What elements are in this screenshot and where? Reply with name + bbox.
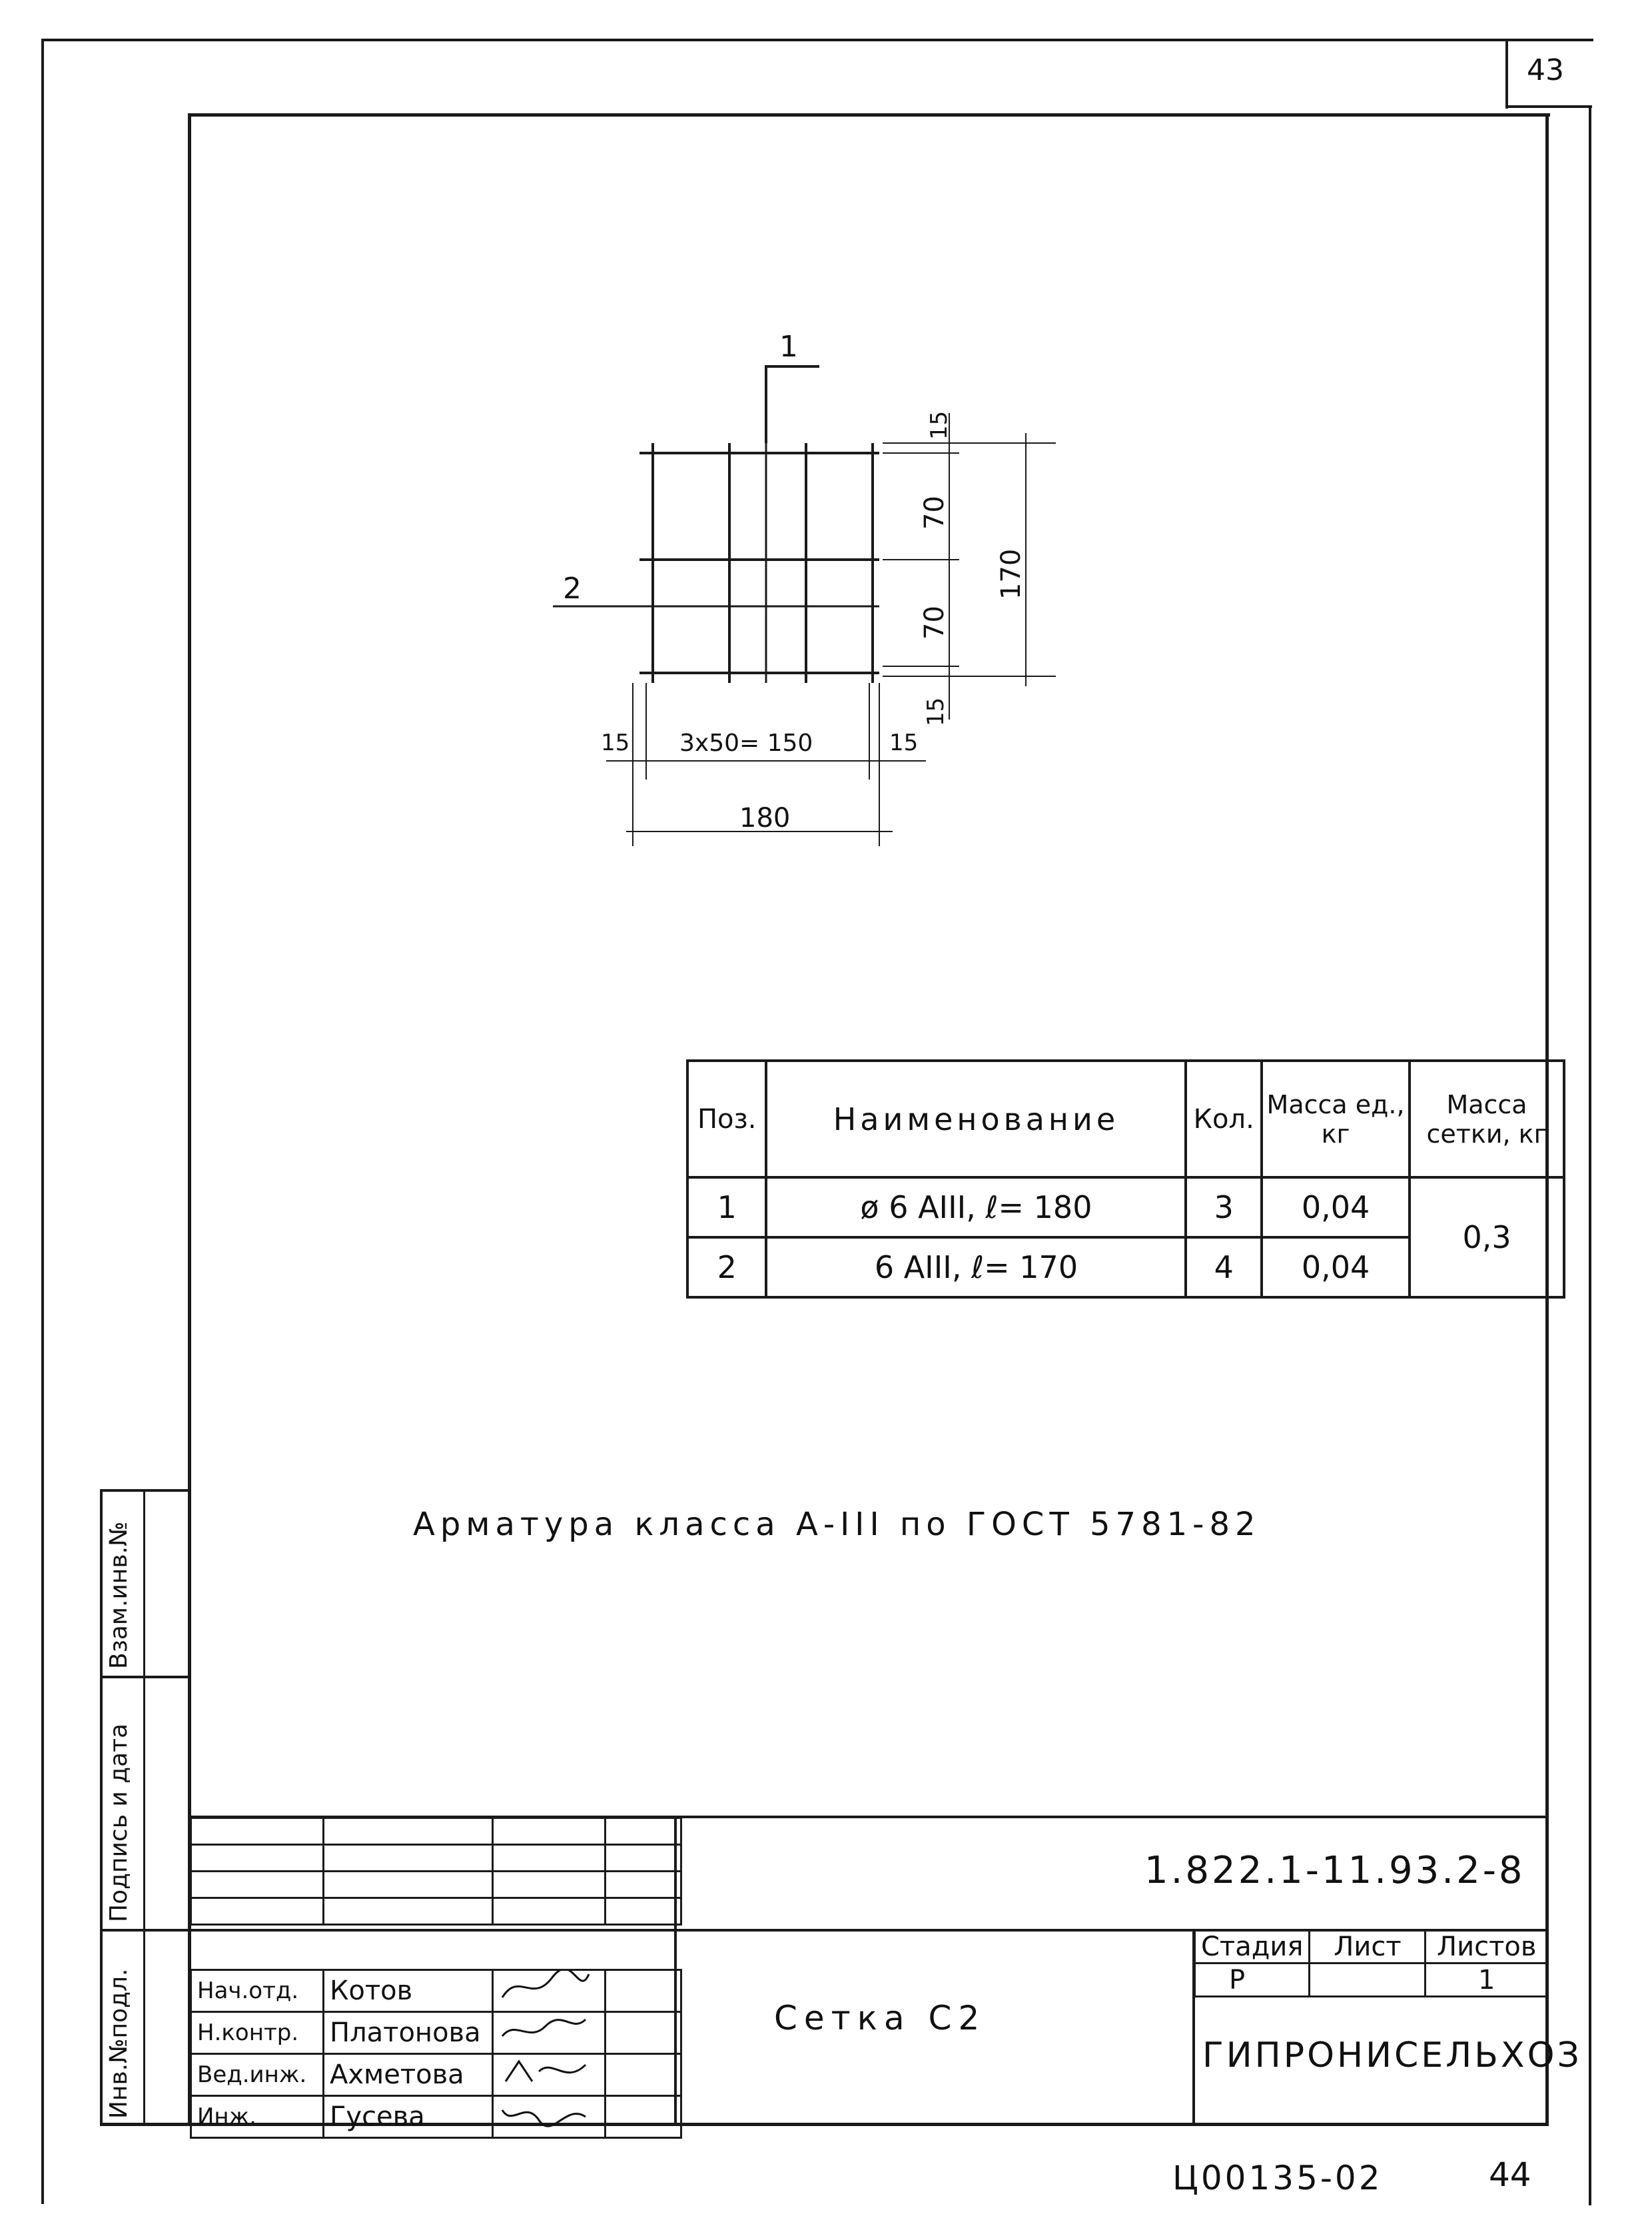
side-label-replacement: Взам.инв.№ [105, 1521, 133, 1669]
side-stamp-div-1 [100, 1676, 190, 1678]
outer-frame-right [1589, 107, 1591, 2205]
signature-grid-upper [190, 1817, 682, 1926]
list-item [191, 1970, 681, 2012]
total-mass: 0,3 [1410, 1177, 1564, 1297]
row-2-unit-mass: 0,04 [1262, 1237, 1410, 1297]
stage-table [1194, 1929, 1549, 1997]
sheet-header: Лист [1310, 1930, 1426, 1963]
signature-3 [493, 2054, 606, 2096]
page-number: 43 [1527, 53, 1564, 87]
outer-frame-top [41, 39, 1593, 41]
dim-bottom-15: 15 [923, 697, 949, 726]
table-row [687, 1177, 1564, 1237]
row-1-pos: 1 [687, 1177, 766, 1237]
dim-170: 170 [996, 548, 1027, 600]
dim-left-15: 15 [601, 730, 630, 756]
role-1: Нач.отд. [191, 1970, 324, 2012]
outer-frame-left [41, 39, 44, 2204]
bottom-page-number: 44 [1489, 2155, 1531, 2194]
specification-table [686, 1059, 1565, 1299]
side-stamp-div-2 [100, 1929, 190, 1932]
person-2: Платонова [324, 2012, 493, 2054]
dim-total-180: 180 [739, 803, 791, 834]
sheets-header: Листов [1426, 1930, 1548, 1963]
archive-code: Ц00135-02 [1172, 2159, 1383, 2197]
person-3: Ахметова [324, 2054, 493, 2096]
row-1-qty: 3 [1186, 1177, 1262, 1237]
stage-header: Стадия [1195, 1930, 1310, 1963]
list-item [191, 2012, 681, 2054]
organization: ГИПРОНИСЕЛЬХОЗ [1202, 2035, 1582, 2075]
list-item [191, 2054, 681, 2096]
leader-1-label: 1 [779, 330, 798, 364]
person-1: Котов [324, 1970, 493, 2012]
leader-1-line [766, 366, 819, 443]
signature-grid [190, 1969, 682, 2139]
row-2-qty: 4 [1186, 1237, 1262, 1297]
reinforcement-note: Арматура класса А-III по ГОСТ 5781-82 [413, 1506, 1261, 1543]
dim-middle: 3x50= 150 [679, 730, 813, 757]
page-number-box-left [1505, 39, 1508, 109]
signature-2 [493, 2012, 606, 2054]
dim-70-bottom: 70 [919, 606, 950, 640]
mesh-drawing [520, 313, 1092, 886]
header-unit-mass: Масса ед., кг [1262, 1061, 1410, 1177]
dim-top-15: 15 [926, 410, 953, 440]
role-2: Н.контр. [191, 2012, 324, 2054]
list-item [191, 2096, 681, 2138]
side-stamp-left [100, 1489, 103, 2125]
side-stamp-mid [143, 1489, 145, 2125]
signature-1 [493, 1970, 606, 2012]
person-4: Гусева [324, 2096, 493, 2138]
document-code: 1.822.1-11.93.2-8 [1144, 1849, 1525, 1892]
sheets-value: 1 [1426, 1963, 1548, 1997]
row-2-pos: 2 [687, 1237, 766, 1297]
sheet-value [1310, 1963, 1426, 1997]
header-total-mass: Масса сетки, кг [1410, 1061, 1564, 1177]
page-number-box-bottom [1505, 105, 1592, 108]
dim-70-top: 70 [919, 496, 950, 530]
header-pos: Поз. [687, 1061, 766, 1177]
header-name: Наименование [766, 1061, 1186, 1177]
leader-2-label: 2 [563, 572, 582, 606]
drawing-title: Сетка С2 [774, 1999, 987, 2037]
side-label-signature: Подпись и дата [105, 1723, 133, 1922]
signature-4 [493, 2096, 606, 2138]
stage-value: Р [1195, 1963, 1310, 1997]
side-label-inv-orig: Инв.№подл. [105, 1968, 133, 2119]
dim-right-15: 15 [889, 730, 919, 756]
role-4: Инж. [191, 2096, 324, 2138]
row-1-name: ø 6 AIII, ℓ= 180 [766, 1177, 1186, 1237]
header-qty: Кол. [1186, 1061, 1262, 1177]
row-1-unit-mass: 0,04 [1262, 1177, 1410, 1237]
inner-frame-top [188, 113, 1550, 117]
row-2-name: 6 AIII, ℓ= 170 [766, 1237, 1186, 1297]
role-3: Вед.инж. [191, 2054, 324, 2096]
